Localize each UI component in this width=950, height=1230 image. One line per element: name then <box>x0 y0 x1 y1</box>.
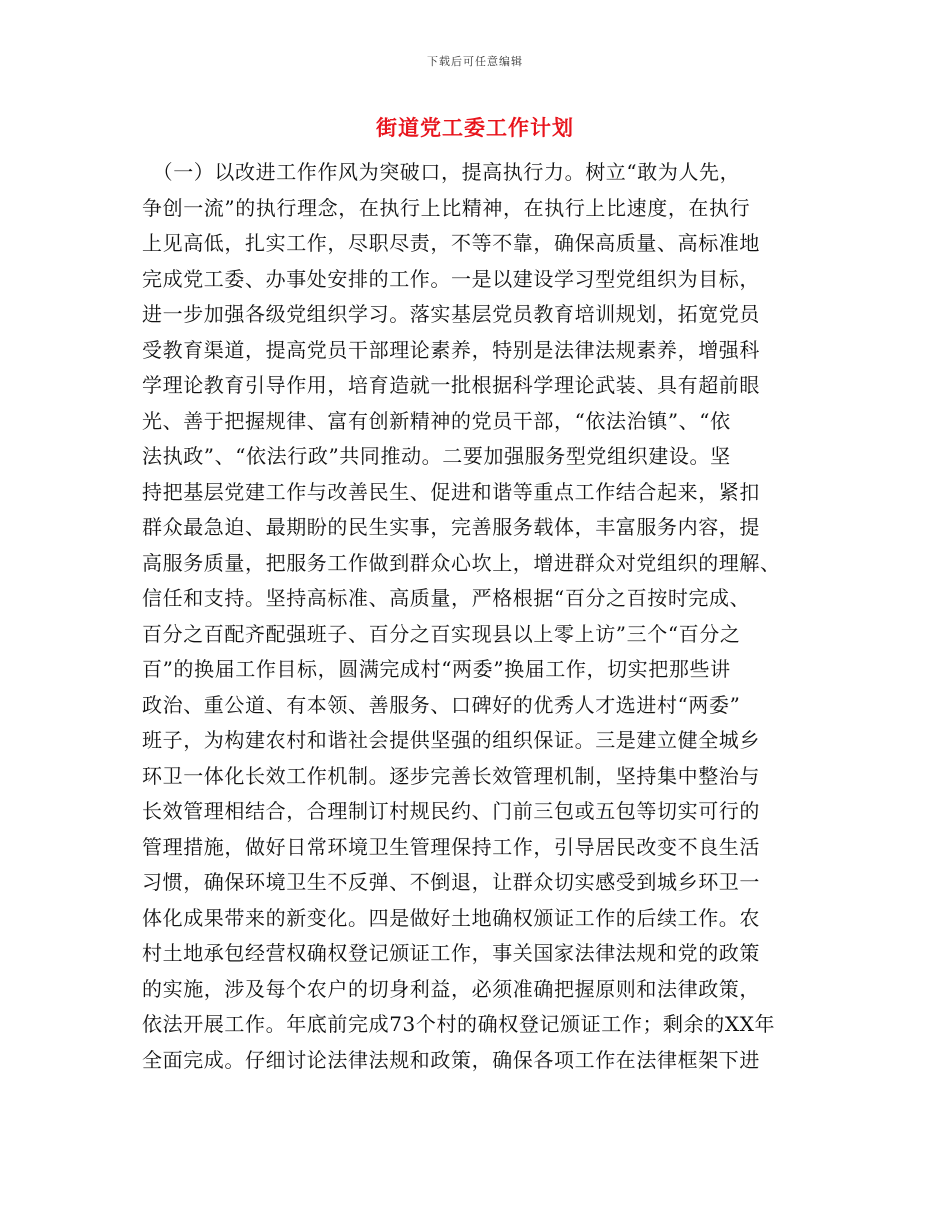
document-title: 街道党工委工作计划 <box>376 115 574 140</box>
paragraph-line: 受教育渠道，提高党员干部理论素养，特别是法律法规素养，增强科 <box>142 337 760 362</box>
paragraph-line: （一）以改进工作作风为突破口，提高执行力。树立“敢为人先， <box>142 160 741 184</box>
paragraph-line: 百分之百配齐配强班子、百分之百实现县以上零上访”三个“百分之 <box>142 621 741 646</box>
paragraph-line: 持把基层党建工作与改善民生、促进和谐等重点工作结合起来，紧扣 <box>142 479 760 504</box>
paragraph-line: 完成党工委、办事处安排的工作。一是以建设学习型党组织为目标， <box>142 266 760 291</box>
paragraph-line: 环卫一体化长效工作机制。逐步完善长效管理机制，坚持集中整治与 <box>142 763 760 788</box>
paragraph-line: 班子，为构建农村和谐社会提供坚强的组织保证。三是建立健全城乡 <box>142 728 760 752</box>
paragraph-line: 习惯，确保环境卫生不反弹、不倒退，让群众切实感受到城乡环卫一 <box>142 870 760 894</box>
paragraph-line: 的实施，涉及每个农户的切身利益，必须准确把握原则和法律政策， <box>142 976 760 1001</box>
paragraph-line: 法执政”、“依法行政”共同推动。二要加强服务型党组织建设。坚 <box>142 444 731 468</box>
paragraph-line: 争创一流”的执行理念，在执行上比精神，在执行上比速度，在执行 <box>142 195 751 220</box>
body-text <box>142 155 822 1078</box>
paragraph-line: 上见高低，扎实工作，尽职尽责，不等不靠，确保高质量、高标准地 <box>142 231 760 255</box>
paragraph-line: 百”的换届工作目标，圆满完成村“两委”换届工作，切实把那些讲 <box>142 657 731 681</box>
paragraph-line: 群众最急迫、最期盼的民生实事，完善服务载体，丰富服务内容，提 <box>142 515 760 539</box>
paragraph-line: 体化成果带来的新变化。四是做好土地确权颁证工作的后续工作。农 <box>142 905 760 930</box>
paragraph-line: 学理论教育引导作用，培育造就一批根据科学理论武装、具有超前眼 <box>142 373 760 397</box>
paragraph-line: 进一步加强各级党组织学习。落实基层党员教育培训规划，拓宽党员 <box>142 302 760 326</box>
paragraph-line: 村土地承包经营权确权登记颁证工作，事关国家法律法规和党的政策 <box>142 941 760 965</box>
paragraph-line: 长效管理相结合，合理制订村规民约、门前三包或五包等切实可行的 <box>142 799 760 823</box>
paragraph-line: 全面完成。仔细讨论法律法规和政策，确保各项工作在法律框架下进 <box>142 1047 760 1072</box>
paragraph-line: 管理措施，做好日常环境卫生管理保持工作，引导居民改变不良生活 <box>142 834 760 859</box>
paragraph-line: 光、善于把握规律、富有创新精神的党员干部，“依法治镇”、“依 <box>142 408 731 433</box>
paragraph-line: 高服务质量，把服务工作做到群众心坎上，增进群众对党组织的理解、 <box>142 550 781 575</box>
paragraph-line: 信任和支持。坚持高标准、高质量，严格根据“百分之百按时完成、 <box>142 586 751 610</box>
header-note: 下载后可任意编辑 <box>427 55 523 68</box>
paragraph-line: 政治、重公道、有本领、善服务、口碑好的优秀人才选进村“两委” <box>142 692 741 717</box>
paragraph-line: 依法开展工作。年底前完成73个村的确权登记颁证工作；剩余的XX年 <box>142 1012 776 1036</box>
